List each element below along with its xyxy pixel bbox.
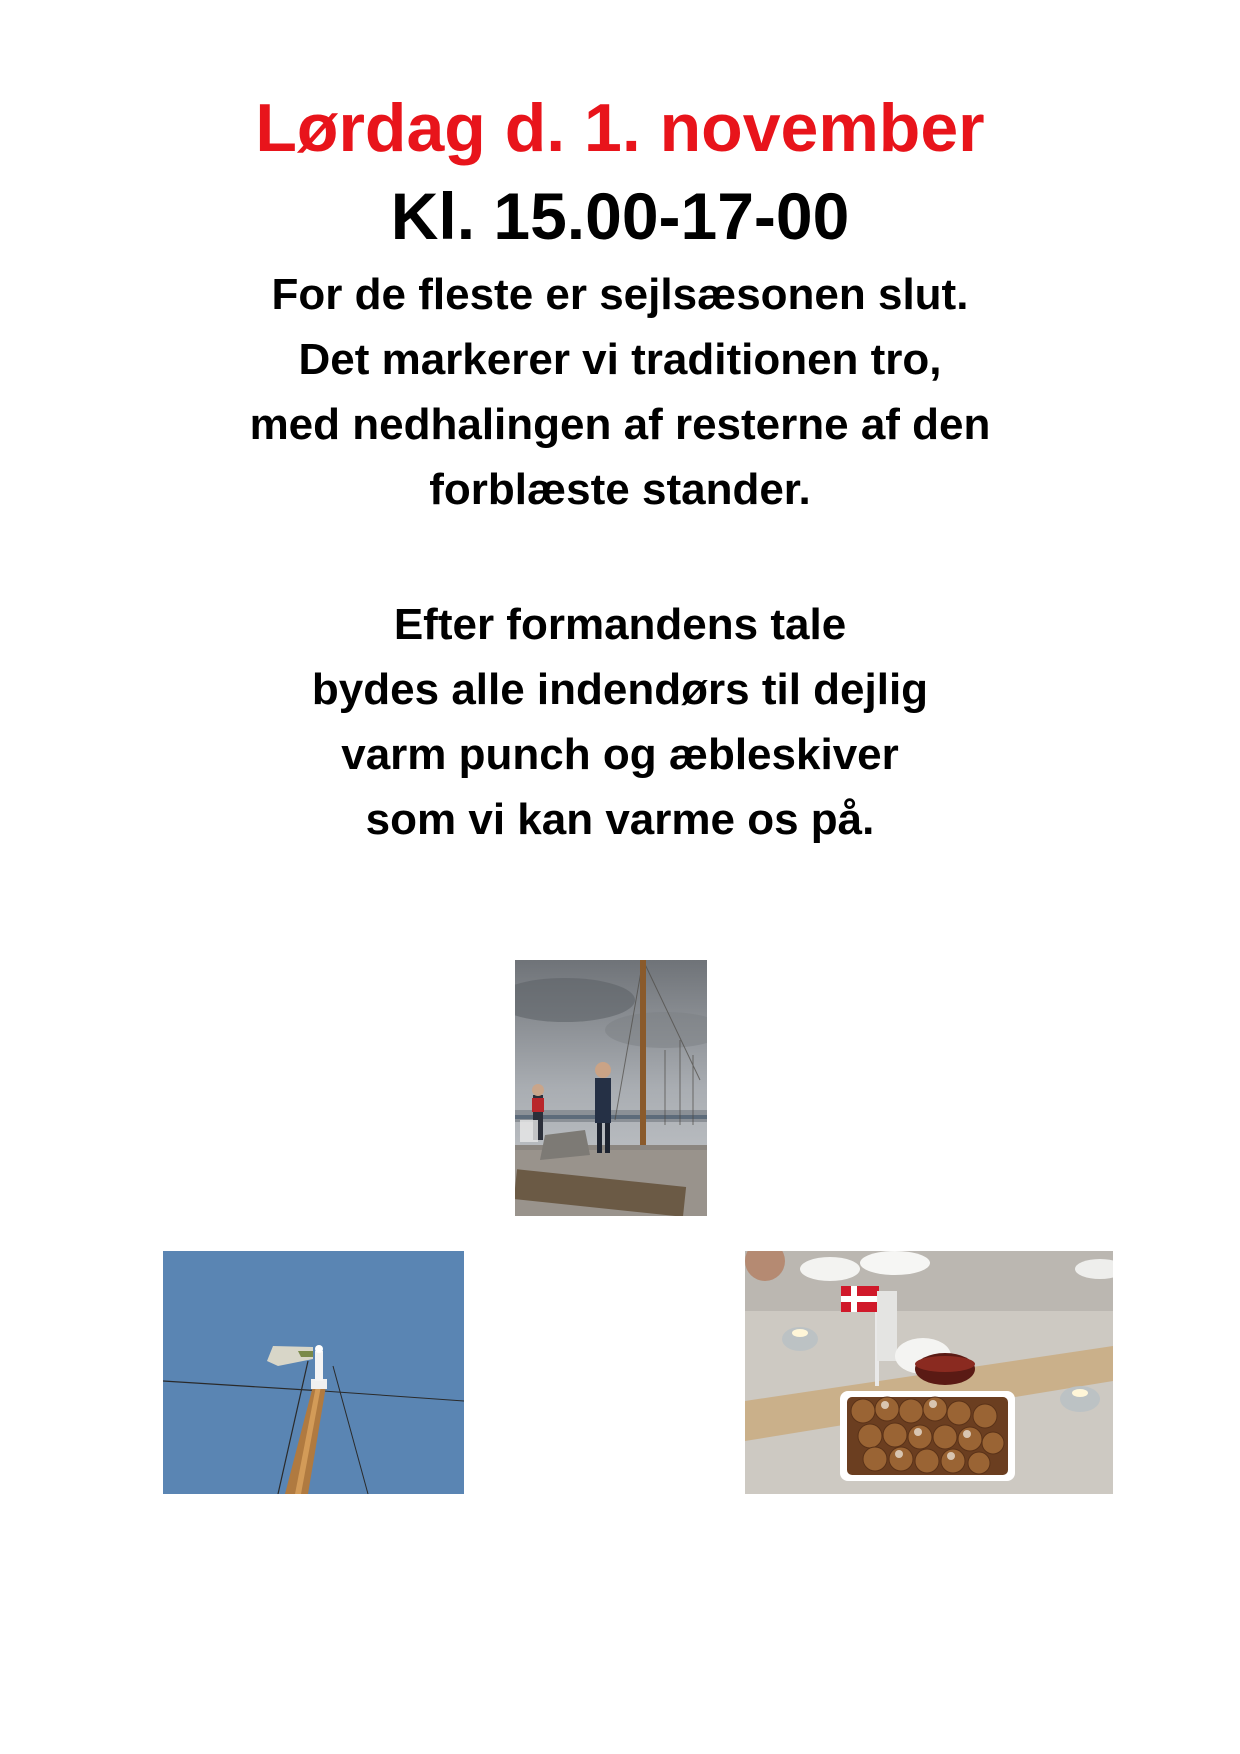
intro-line-4: forblæste stander.	[429, 465, 811, 514]
date-heading: Lørdag d. 1. november	[255, 90, 985, 166]
invitation-paragraph	[0, 592, 1240, 852]
harbor-speech-photo	[515, 960, 707, 1216]
intro-line-2: Det markerer vi traditionen tro,	[298, 335, 942, 384]
invitation-line-4: som vi kan varme os på.	[365, 795, 875, 844]
intro-line-1: For de fleste er sejlsæsonen slut.	[271, 270, 969, 319]
invitation-line-2: bydes alle indendørs til dejlig	[311, 665, 929, 714]
time-heading: Kl. 15.00-17-00	[390, 179, 850, 253]
intro-paragraph	[0, 262, 1240, 522]
invitation-line-1: Efter formandens tale	[393, 600, 847, 649]
invitation-line-3: varm punch og æbleskiver	[341, 730, 899, 779]
punch-aebleskiver-photo	[745, 1251, 1113, 1494]
mast-pennant-photo	[163, 1251, 464, 1494]
intro-line-3: med nedhalingen af resterne af den	[249, 400, 991, 449]
